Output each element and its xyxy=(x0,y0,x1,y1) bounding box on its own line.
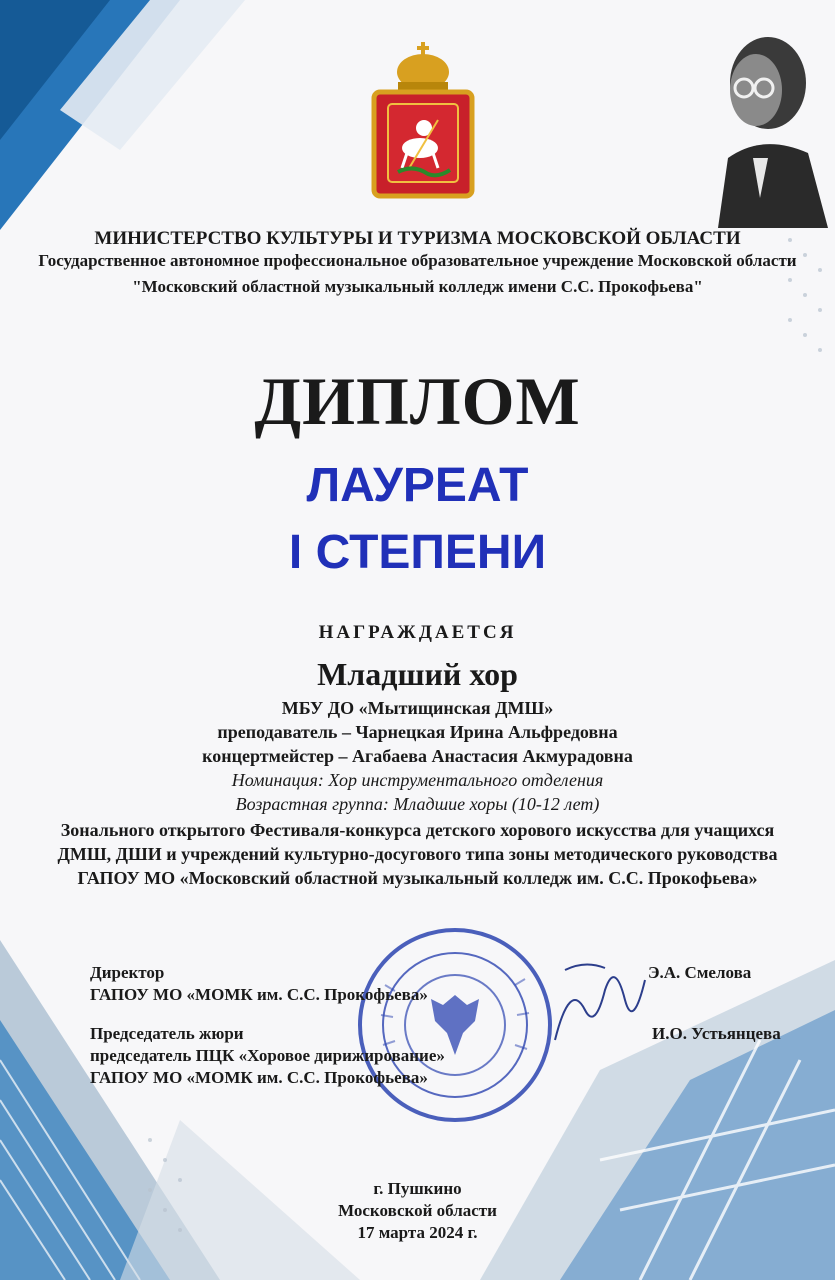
director-name: Э.А. Смелова xyxy=(648,963,752,982)
diploma-title: ДИПЛОМ xyxy=(254,363,581,439)
school-name: МБУ ДО «Мытищинская ДМШ» xyxy=(281,698,554,718)
date: 17 марта 2024 г. xyxy=(357,1223,478,1242)
moscow-oblast-coat-of-arms-icon xyxy=(368,40,478,200)
nomination-line: Номинация: Хор инструментального отделения xyxy=(231,770,604,790)
jury-org: ГАПОУ МО «МОМК им. С.С. Прокофьева» xyxy=(90,1068,428,1087)
festival-description: Зонального открытого Фестиваля-конкурса детского хорового искусства для учащихся ДМШ, ДШИ и учреждений культурно-досугового типа зоны методического руководства ГАПОУ МО «Московский областной музыкальный колледж им. С.С. Прокофьева» xyxy=(57,820,778,888)
awarded-label: НАГРАЖДАЕТСЯ xyxy=(318,622,517,643)
jury-block xyxy=(90,1023,445,1089)
prokofiev-portrait-icon xyxy=(698,28,828,228)
college-name: "Московский областной музыкальный колледж имени С.С. Прокофьева" xyxy=(132,277,703,296)
recipient-name: Младший хор xyxy=(317,656,518,692)
degree-label: I СТЕПЕНИ xyxy=(288,526,547,579)
accompanist-line: концертмейстер – Агабаева Анастасия Акмурадовна xyxy=(202,746,633,766)
region: Московской области xyxy=(338,1201,497,1220)
city: г. Пушкино xyxy=(373,1179,462,1198)
place-and-date xyxy=(0,1178,835,1244)
director-org: ГАПОУ МО «МОМК им. С.С. Прокофьева» xyxy=(90,985,428,1004)
ministry-name: МИНИСТЕРСТВО КУЛЬТУРЫ И ТУРИЗМА МОСКОВСКОЙ ОБЛАСТИ xyxy=(94,228,741,249)
handwritten-signature-icon xyxy=(545,950,655,1060)
jury-title: Председатель жюри xyxy=(90,1024,244,1043)
director-block xyxy=(90,962,428,1006)
jury-role: председатель ПЦК «Хоровое дирижирование» xyxy=(90,1046,445,1065)
jury-name: И.О. Устьянцева xyxy=(652,1024,781,1043)
institution-name: Государственное автономное профессиональное образовательное учреждение Московской области xyxy=(38,251,797,270)
director-title: Директор xyxy=(90,963,165,982)
laureate-label: ЛАУРЕАТ xyxy=(306,459,529,512)
teacher-line: преподаватель – Чарнецкая Ирина Альфредовна xyxy=(217,722,618,742)
age-group-line: Возрастная группа: Младшие хоры (10-12 лет) xyxy=(235,794,600,814)
